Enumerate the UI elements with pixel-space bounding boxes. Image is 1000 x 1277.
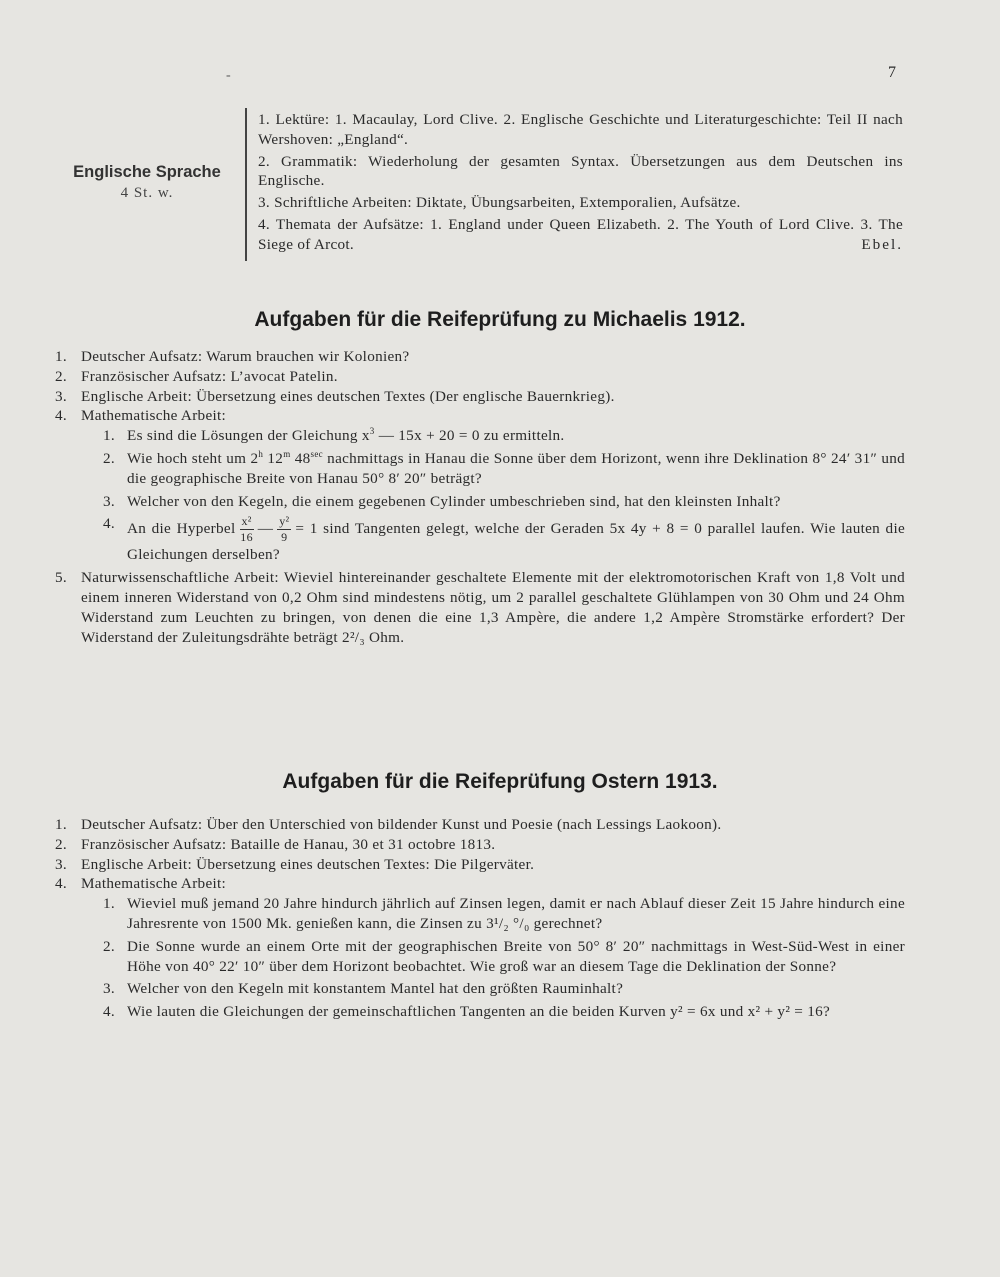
math-task (103, 937, 905, 977)
math-task (103, 514, 905, 565)
item-text: Französischer Aufsatz: Bataille de Hanau, 30 et 31 octobre 1813. (81, 835, 496, 853)
curriculum-item: 2. Grammatik: Wiederholung der gesamten Syntax. Übersetzungen aus dem Deutschen ins Englische. (258, 152, 903, 189)
list-item (55, 367, 905, 387)
subject-label (50, 163, 244, 202)
task-text: Die Sonne wurde an einem Orte mit der geographischen Breite von 50° 8′ 20″ nachmittags in West-Süd-West in einer Höhe von 40° 22′ 10″ über dem Horizont beobachtet. Wie groß war an diesem Tage die Deklination der Sonne? (127, 937, 905, 975)
list-item (55, 568, 905, 647)
math-task (103, 979, 905, 999)
item-number: 4. (55, 407, 67, 425)
curriculum-item: 1. Lektüre: 1. Macaulay, Lord Clive. 2. Englische Geschichte und Literaturgeschichte: Teil II nach Wershoven: „England“. (258, 111, 903, 148)
task-number: 4. (103, 515, 115, 533)
task-list-ostern (55, 815, 905, 1025)
item-number: 1. (55, 816, 67, 833)
item-number: 2. (55, 367, 67, 385)
item-text: Englische Arbeit: Übersetzung eines deutschen Textes: Die Pilgerväter. (81, 855, 535, 873)
item-text: Naturwissenschaftliche Arbeit: Wieviel hintereinander geschaltete Elemente mit der elektromotorischen Kraft von 1,8 Volt und einem inneren Widerstand von 0,2 Ohm sind mindestens nötig, um 2 parallel geschaltete Glühlampen von 30 Ohm und 24 Ohm Widerstand zum Leuchten zu bringen, von denen die eine 1,3 Ampère, die andere 1,2 Ampère Stromstärke erfordert? Der Widerstand der Zuleitungsdrähte beträgt 2²/₃ Ohm. (81, 569, 905, 646)
curriculum-item (258, 215, 903, 254)
page-mark: - (226, 68, 231, 83)
task-number: 1. (103, 895, 115, 913)
item-text: Mathematische Arbeit: (81, 407, 227, 425)
task-text: Wieviel muß jemand 20 Jahre hindurch jährlich auf Zinsen legen, damit er nach Ablauf dieser Zeit 15 Jahre hindurch eine Jahresrente von 1500 Mk. genießen kann, die Zinsen zu 3¹/₂ °/₀ gerechnet? (127, 895, 905, 932)
task-number: 2. (103, 937, 115, 955)
curriculum-item: 3. Schriftliche Arbeiten: Diktate, Übungsarbeiten, Extemporalien, Aufsätze. (258, 194, 741, 211)
math-task (103, 426, 905, 446)
item-number: 1. (55, 348, 67, 365)
task-number: 3. (103, 980, 115, 998)
item-text: Deutscher Aufsatz: Über den Unterschied von bildender Kunst und Poesie (nach Lessings Laokoon). (81, 816, 722, 833)
brace-line (245, 108, 247, 261)
list-item (55, 347, 905, 367)
teacher-name: Ebel. (861, 235, 903, 253)
item-number: 4. (55, 875, 67, 893)
task-text: Welcher von den Kegeln mit konstantem Mantel hat den größten Rauminhalt? (127, 980, 624, 998)
task-number: 3. (103, 492, 115, 510)
item-text: Mathematische Arbeit: (81, 875, 227, 893)
math-task (103, 894, 905, 934)
subject-name: Englische Sprache (73, 163, 221, 181)
list-item (55, 815, 905, 835)
list-item (55, 406, 905, 426)
item-text: Französischer Aufsatz: L’avocat Patelin. (81, 367, 338, 385)
fraction: $\frac{\text{y²}}{9}$ (279, 514, 290, 545)
task-text: An die Hyperbel $\frac{\text{x²}}{16}$ — $\frac{\text{y²}}{9}$ = 1 sind Tangenten gelegt, welche der Geraden 5x 4y + 8 = 0 parallel laufen. Wie lauten die Gleichungen derselben? (127, 514, 905, 564)
item-number: 3. (55, 387, 67, 405)
math-task (103, 1002, 905, 1022)
item-number: 2. (55, 835, 67, 853)
fraction: $\frac{\text{x²}}{16}$ (240, 514, 253, 545)
page-number: 7 (888, 64, 896, 81)
task-list-michaelis (55, 347, 905, 647)
list-item (55, 874, 905, 894)
task-text: Welcher von den Kegeln, die einem gegebenen Cylinder umbeschrieben sind, hat den kleinsten Inhalt? (127, 492, 781, 510)
math-tasks-ostern (103, 894, 905, 1022)
math-tasks-michaelis (103, 426, 905, 565)
section-heading-michaelis: Aufgaben für die Reifeprüfung zu Michaelis 1912. (254, 308, 746, 331)
section-heading-ostern: Aufgaben für die Reifeprüfung Ostern 1913. (282, 770, 718, 793)
task-number: 1. (103, 427, 115, 445)
math-task (103, 492, 905, 512)
math-task (103, 449, 905, 489)
task-text: Wie lauten die Gleichungen der gemeinschaftlichen Tangenten an die beiden Kurven y² = 6x und x² + y² = 16? (127, 1003, 831, 1021)
item-number: 5. (55, 569, 67, 587)
item-number: 3. (55, 855, 67, 873)
task-number: 4. (103, 1003, 115, 1021)
task-text: Es sind die Lösungen der Gleichung $x^3$ — 15x + 20 = 0 zu ermitteln. (127, 426, 565, 445)
item-text: Deutscher Aufsatz: Warum brauchen wir Kolonien? (81, 348, 410, 365)
task-text: Wie hoch steht um 2$^h$ 12$^m$ $48^{sec}$ nachmittags in Hanau die Sonne über dem Horizont, wenn ihre Deklination 8° 24′ 31″ und die geographische Breite von Hanau 50° 8′ 20″ beträgt? (127, 448, 906, 487)
task-number: 2. (103, 449, 115, 467)
curriculum-block (258, 110, 903, 257)
list-item (55, 387, 905, 407)
list-item (55, 855, 905, 875)
curriculum-item-text: 4. Themata der Aufsätze: 1. England under Queen Elizabeth. 2. The Youth of Lord Clive. 3. The Siege of Arcot. (258, 216, 903, 253)
subject-hours: 4 St. w. (120, 185, 174, 201)
list-item (55, 835, 905, 855)
item-text: Englische Arbeit: Übersetzung eines deutschen Textes (Der englische Bauernkrieg). (81, 387, 615, 405)
